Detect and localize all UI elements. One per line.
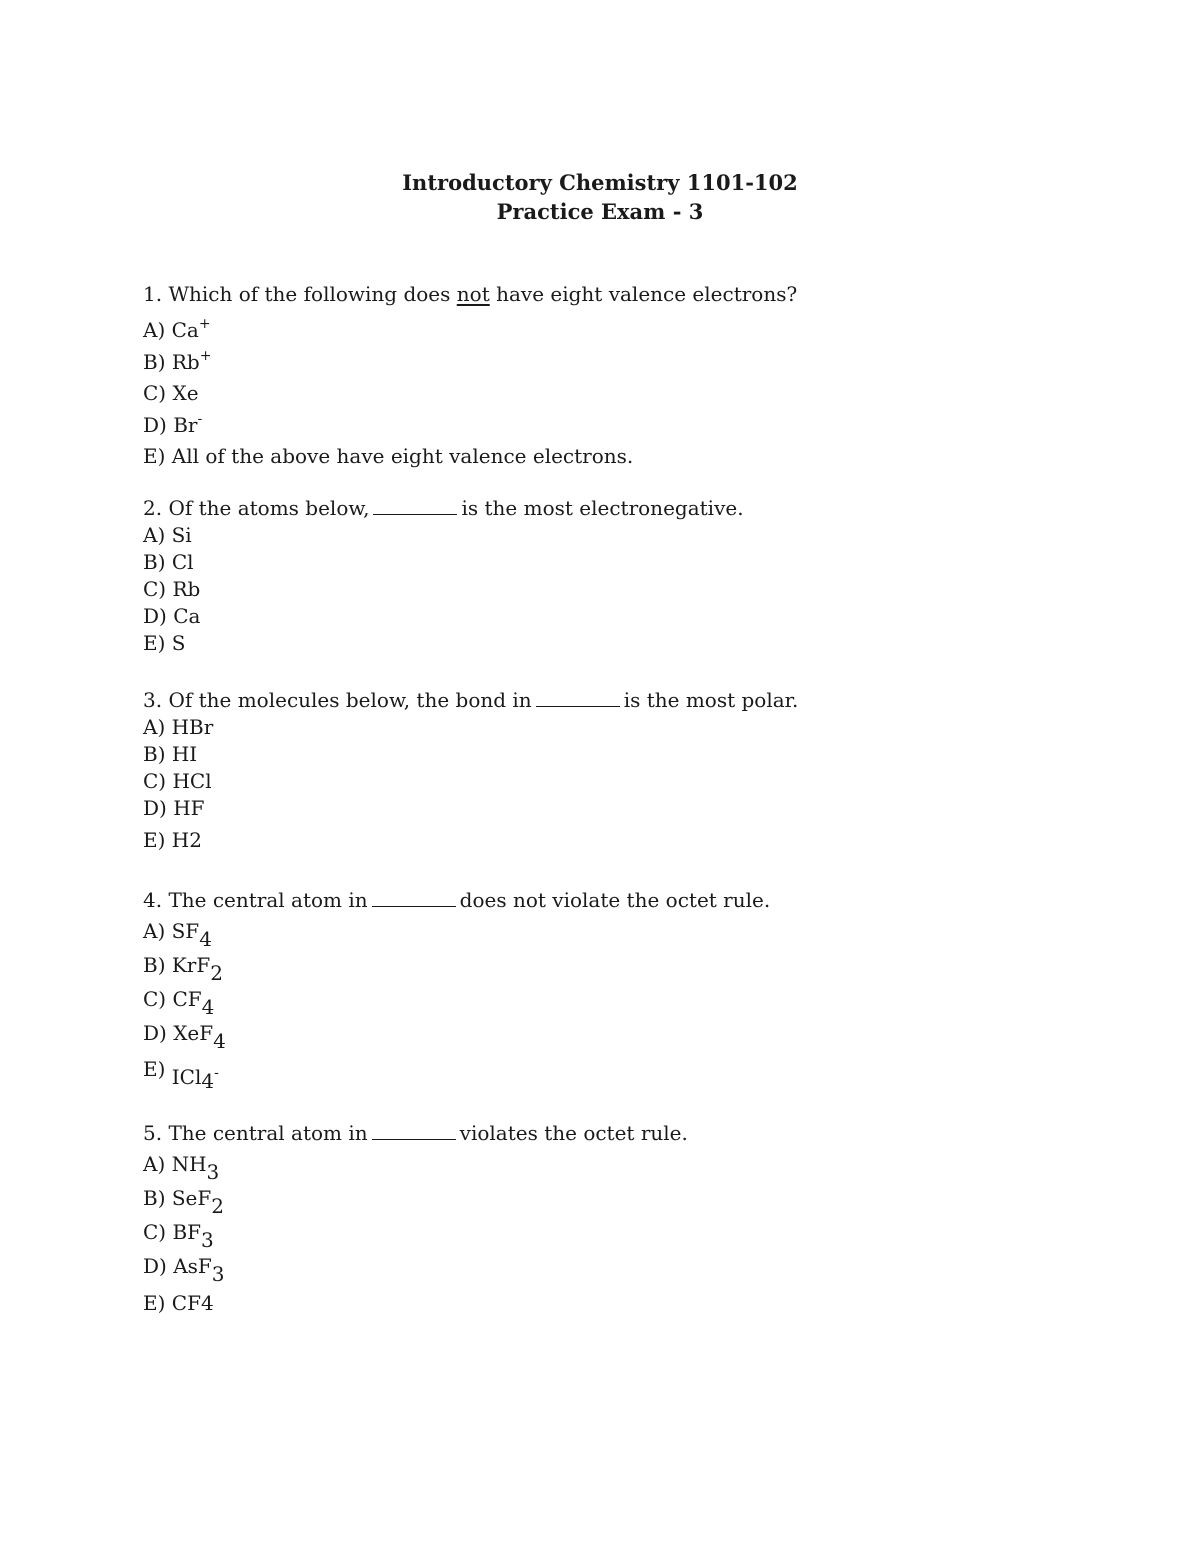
question-2-stem-text-end: is the most electronegative. — [461, 496, 744, 520]
question-3-stem-text: 3. Of the molecules below, the bond in — [143, 688, 532, 712]
subscript: 4 — [199, 927, 212, 951]
question-4-stem-text-end: does not violate the octet rule. — [459, 888, 771, 912]
question-5-option-e — [143, 1283, 1143, 1323]
charge-superscript: - — [197, 411, 203, 427]
subscript: 3 — [201, 1228, 214, 1252]
question-3-option-a: A) HBr — [143, 715, 214, 739]
question-4-option-a — [143, 914, 1143, 951]
question-2-option-d: D) Ca — [143, 604, 201, 628]
charge-superscript: - — [214, 1065, 219, 1081]
question-1-option-a — [143, 314, 1143, 346]
question-4-option-e — [143, 1050, 1143, 1093]
question-5-stem-text-end: violates the octet rule. — [459, 1121, 688, 1145]
question-4-option-c — [143, 982, 1143, 1019]
subscript: 4 — [201, 1069, 215, 1093]
question-3 — [143, 686, 1143, 858]
question-1 — [143, 280, 1143, 469]
question-4-stem — [143, 886, 1143, 914]
charge-superscript: + — [198, 316, 211, 332]
option-label: E) CF4 — [143, 1291, 214, 1315]
question-5-option-c — [143, 1215, 1143, 1252]
option-label: A) NH — [143, 1152, 207, 1176]
question-2-stem-text: 2. Of the atoms below, — [143, 496, 370, 520]
answer-blank — [372, 1138, 456, 1140]
question-1-stem-text-end: have eight valence electrons? — [489, 282, 798, 306]
option-label: E) — [143, 1057, 172, 1081]
question-4 — [143, 886, 1143, 1093]
question-1-option-d — [143, 407, 1143, 443]
question-3-option-c: C) HCl — [143, 769, 212, 793]
question-5-option-a — [143, 1147, 1143, 1184]
option-label: C) CF — [143, 987, 202, 1011]
question-1-underlined-word: not — [456, 282, 490, 306]
subscript: 4 — [201, 995, 215, 1019]
question-5-stem — [143, 1119, 1143, 1147]
subscript: 3 — [211, 1262, 225, 1286]
formula-text: ICl — [171, 1065, 202, 1089]
question-3-option-b: B) HI — [143, 742, 198, 766]
answer-blank — [372, 905, 456, 907]
question-4-stem-text: 4. The central atom in — [143, 888, 368, 912]
option-label: B) SeF — [143, 1186, 212, 1210]
answer-blank — [536, 705, 620, 707]
question-4-option-b — [143, 948, 1143, 985]
question-2-option-b: B) Cl — [143, 550, 194, 574]
exam-subtitle: Practice Exam - 3 — [496, 199, 704, 224]
question-5-option-d — [143, 1249, 1143, 1286]
charge-superscript: + — [199, 348, 212, 364]
question-1-option-e — [143, 443, 1143, 469]
formula-icl4 — [171, 1065, 219, 1093]
option-label: D) XeF — [143, 1021, 214, 1045]
option-label: E) All of the above have eight valence electrons. — [143, 444, 634, 468]
option-label: A) Ca — [143, 318, 199, 342]
question-2-stem — [143, 494, 1143, 522]
option-label: C) Xe — [143, 381, 199, 405]
question-2 — [143, 494, 1143, 657]
question-5-stem-text: 5. The central atom in — [143, 1121, 368, 1145]
question-1-stem — [143, 280, 1143, 308]
question-2-option-e: E) S — [143, 631, 186, 655]
option-label: B) KrF — [143, 953, 211, 977]
question-1-stem-text: 1. Which of the following does — [143, 282, 457, 306]
course-title: Introductory Chemistry 1101-102 — [402, 170, 798, 195]
option-label: A) SF — [143, 919, 200, 943]
question-3-option-d: D) HF — [143, 796, 205, 820]
option-label: D) Br — [143, 413, 198, 437]
question-2-option-a: A) Si — [143, 523, 192, 547]
question-5-option-b — [143, 1181, 1143, 1218]
question-1-option-b — [143, 346, 1143, 379]
question-4-option-d — [143, 1016, 1143, 1053]
subscript: 3 — [206, 1160, 220, 1184]
question-5 — [143, 1119, 1143, 1323]
option-label: C) BF — [143, 1220, 202, 1244]
subscript: 2 — [211, 1194, 225, 1218]
question-3-stem — [143, 686, 1143, 714]
exam-title-block — [0, 168, 1200, 226]
question-3-option-e: E) H2 — [143, 828, 202, 852]
question-3-stem-text-end: is the most polar. — [623, 688, 799, 712]
answer-blank — [373, 513, 457, 515]
subscript: 4 — [213, 1029, 226, 1053]
question-1-option-c — [143, 379, 1143, 407]
question-2-option-c: C) Rb — [143, 577, 201, 601]
option-label: B) Rb — [143, 350, 200, 374]
subscript: 2 — [210, 961, 223, 985]
option-label: D) AsF — [143, 1254, 212, 1278]
